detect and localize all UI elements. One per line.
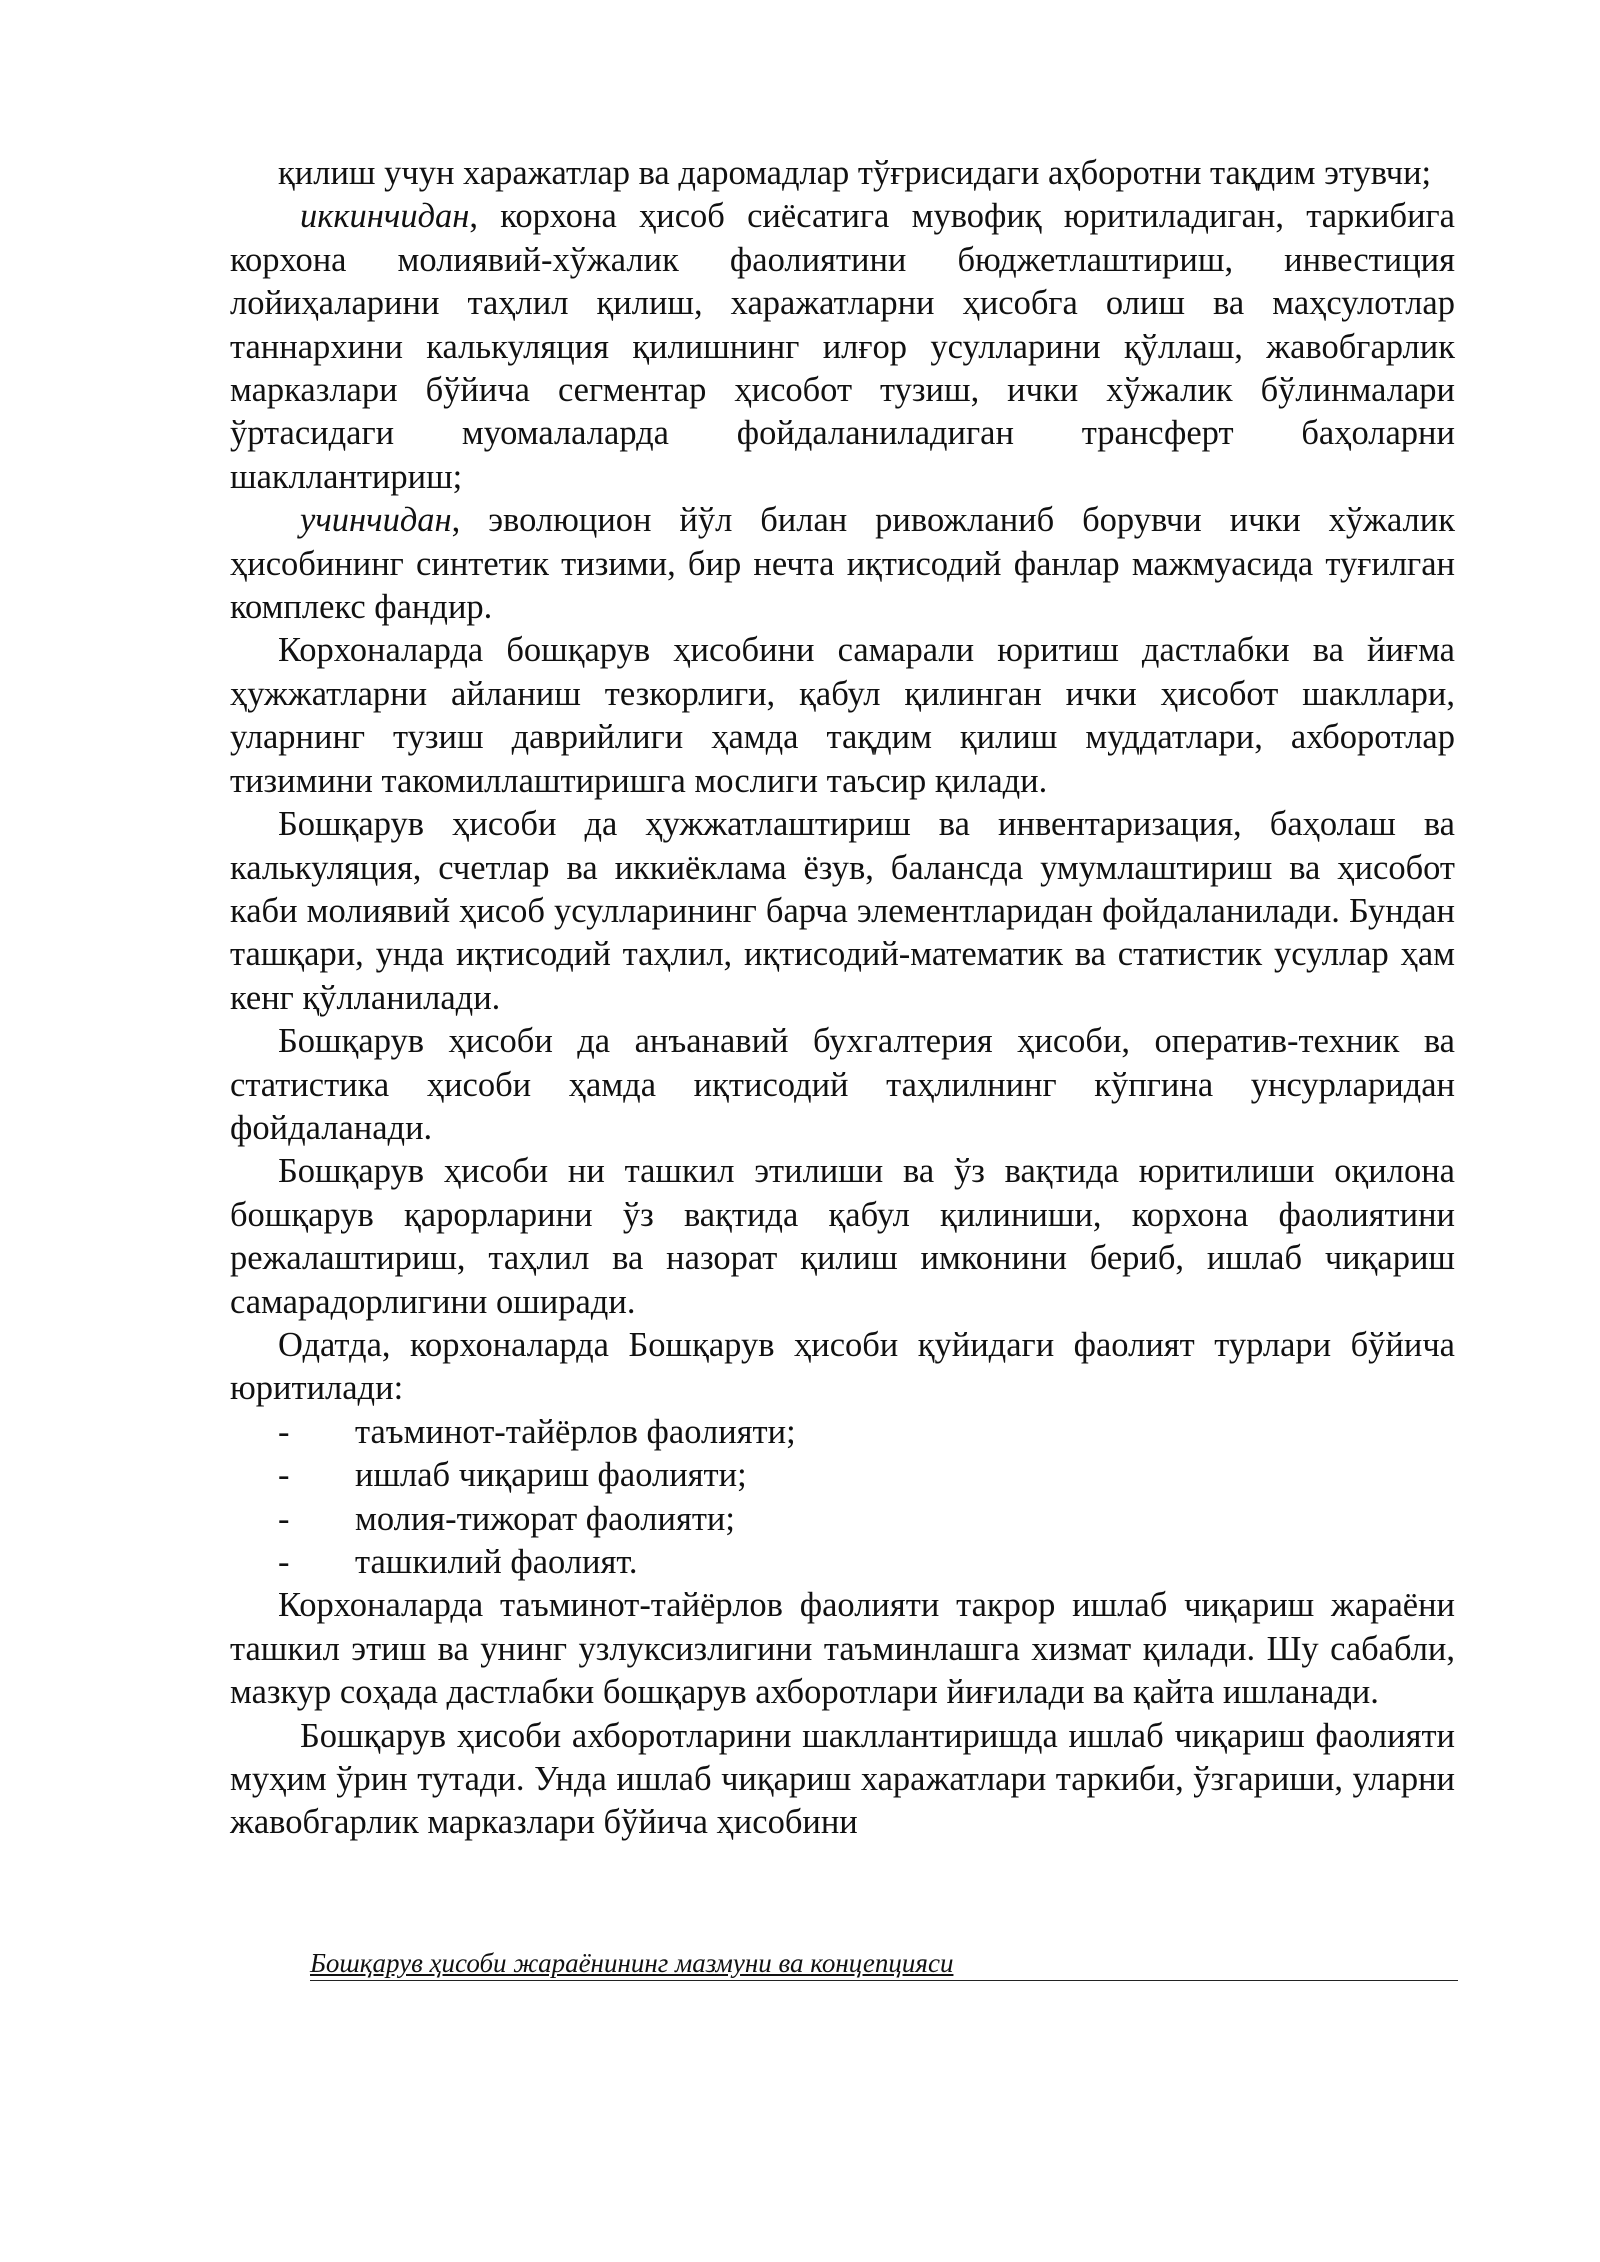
list-item-text: ишлаб чиқариш фаолияти;: [355, 1456, 747, 1495]
body-text: [230, 152, 1455, 1845]
activity-list: [230, 1411, 1455, 1585]
page-footer: [310, 1946, 1458, 1981]
lead-word-third: учинчидан: [300, 501, 452, 540]
list-item: [230, 1454, 1455, 1497]
paragraph-third-point: [230, 499, 1455, 629]
paragraph-efficiency: Корхоналарда бошқарув ҳисобини самарали юритиш дастлабки ва йиғма ҳужжатларни айланиш тезкорлиги, қабул қилинган ички ҳисобот шакллари, уларнинг тузиш даврийлиги ҳамда тақдим қилиш муддатлари, ахборотлар тизимини такомиллаштиришга мослиги таъсир қилади.: [230, 631, 1455, 800]
list-marker: -: [278, 1499, 290, 1538]
paragraph-organization: Бошқарув ҳисоби ни ташкил этилиши ва ўз вақтида юритилиши оқилона бошқарув қарорларини ўз вақтида қабул қилиниши, корхона фаолиятини режалаштириш, таҳлил ва назорат қилиш имконини бериб, ишлаб чиқариш самарадорлигини оширади.: [230, 1152, 1455, 1321]
lead-word-second: иккинчидан: [300, 197, 470, 236]
list-marker: -: [278, 1456, 290, 1495]
list-item-text: ташкилий фаолият.: [355, 1543, 638, 1581]
list-item: [230, 1498, 1455, 1541]
list-marker: -: [278, 1543, 290, 1581]
list-item-text: молия-тижорат фаолияти;: [355, 1499, 735, 1538]
paragraph-second-point: [230, 195, 1455, 499]
paragraph-supply: Корхоналарда таъминот-тайёрлов фаолияти такрор ишлаб чиқариш жараёни ташкил этиш ва унинг узлуксизлигини таъминлашга хизмат қилади. Шу сабабли, мазкур соҳада дастлабки бошқарув ахборотлари йиғилади ва қайта ишланади.: [230, 1586, 1455, 1712]
paragraph-third-text: , эволюцион йўл билан ривожланиб борувчи ички хўжалик ҳисобининг синтетик тизими, бир нечта иқтисодий фанлар мажмуасида туғилган комплекс фандир.: [230, 501, 1455, 627]
paragraph-continuation: қилиш учун харажатлар ва даромадлар тўғрисидаги аҳборотни тақдим этувчи;: [278, 154, 1432, 192]
paragraph-second-text: , корхона ҳисоб сиёсатига мувофиқ юритиладиган, таркибига корхона молиявий-хўжалик фаолиятини бюджетлаштириш, инвестиция лойиҳаларини таҳлил қилиш, харажатларни ҳисобга олиш ва маҳсулотлар таннархини калькуляция қилишнинг илғор усулларини қўллаш, жавобгарлик марказлари бўйича сегментар ҳисобот тузиш, ички хўжалик бўлинмалари ўртасидаги муомалаларда фойдаланиладиган трансферт баҳоларни шакллантириш;: [230, 197, 1455, 496]
paragraph-elements: Бошқарув ҳисоби да анъанавий бухгалтерия ҳисоби, оператив-техник ва статистика ҳисоби ҳамда иқтисодий таҳлилнинг кўпгина унсурларидан фойдаланади.: [230, 1022, 1455, 1147]
list-item: [230, 1541, 1455, 1584]
list-marker: -: [278, 1412, 290, 1451]
paragraph-methods: Бошқарув ҳисоби да ҳужжатлаштириш ва инвентаризация, баҳолаш ва калькуляция, счетлар ва иккиёклама ёзув, балансда умумлаштириш ва ҳисобот каби молиявий ҳисоб усулларининг барча элементларидан фойдаланилади. Бундан ташқари, унда иқтисодий таҳлил, иқтисодий-математик ва статистик усуллар ҳам кенг қўлланилади.: [230, 805, 1455, 1017]
footer-title: Бошқарув ҳисоби жараёнининг мазмуни ва концепцияси: [310, 1948, 954, 1978]
paragraph-production: Бошқарув ҳисоби ахборотларини шакллантиришда ишлаб чиқариш фаолияти муҳим ўрин тутади. Унда ишлаб чиқариш харажатлари таркиби, ўзгариши, уларни жавобгарлик марказлари бўйича ҳисобини: [230, 1716, 1455, 1842]
paragraph-activity-types: Одатда, корхоналарда Бошқарув ҳисоби қуйидаги фаолият турлари бўйича юритилади:: [230, 1325, 1455, 1408]
list-item-text: таъминот-тайёрлов фаолияти;: [355, 1412, 796, 1451]
list-item: [230, 1411, 1455, 1454]
